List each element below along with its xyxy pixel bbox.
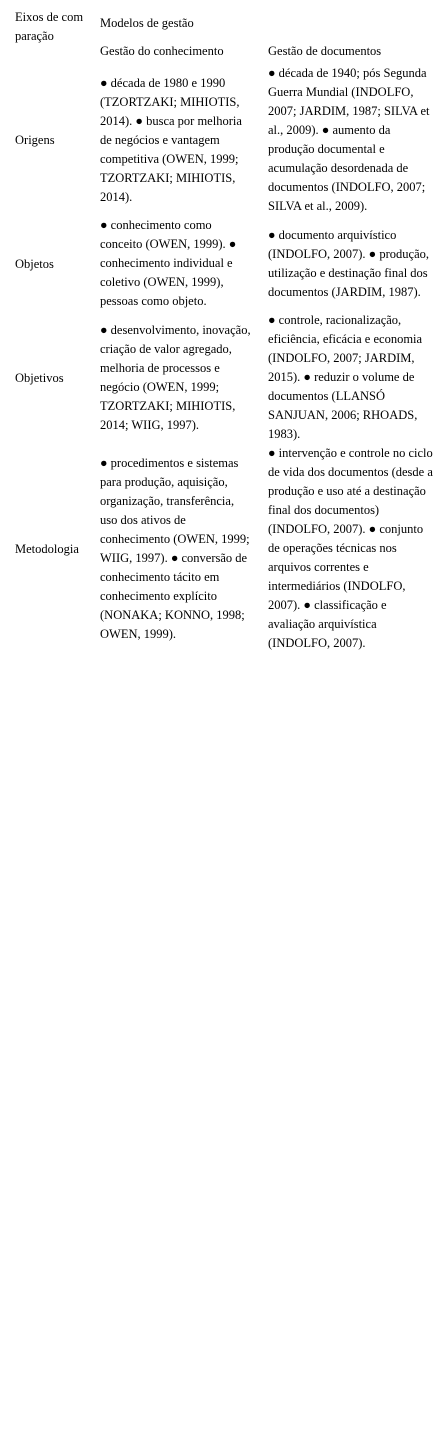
axis-column-header: Eixos de comparação [15,10,84,43]
knowledge-management-cell: ● conhecimento como conceito (OWEN, 1999). ● conhecimento individual e coletivo (OWEN, 1999), pessoas como objeto. [100,218,237,308]
knowledge-management-cell: ● procedimentos e sistemas para produção, aquisição, organização, transferência, uso dos ativos de conhecimento (OWEN, 1999; WIIG, 1997). ● conversão de conhecimento tácito em conhecimento explícito (NONAKA; KONNO, 1998; OWEN, 1999). [100,455,250,641]
knowledge-management-column-header: Gestão do conhecimento [100,43,224,58]
comparison-table-container [0,8,444,653]
table-row-objetivos [2,311,440,444]
models-group-header: Modelos de gestão [100,15,194,30]
table-row-origens [2,64,440,216]
table-row-objetos [2,216,440,311]
document-management-cell: ● documento arquivístico (INDOLFO, 2007). ● produção, utilização e destinação final dos documentos (JARDIM, 1987). [268,227,429,299]
row-label: Origens [15,133,55,147]
knowledge-management-cell: ● década de 1980 e 1990 (TZORTZAKI; MIHIOTIS, 2014). ● busca por melhoria de negócios e vantagem competitiva (OWEN, 1999; TZORTZAKI; MIHIOTIS, 2014). [100,75,242,204]
row-label: Objetos [15,256,54,271]
row-label: Objetivos [15,370,64,385]
comparison-table [2,8,440,653]
table-row-metodologia [2,444,440,653]
document-management-cell: ● intervenção e controle no ciclo de vida dos documentos (desde a produção e uso até a destinação final dos documentos) (INDOLFO, 2007). ● conjunto de operações técnicas nos arquivos correntes e intermediários (INDOLFO, 2007). ● classificação e avaliação arquivística (INDOLFO, 2007). [268,446,433,650]
page [0,8,444,1438]
document-management-column-header: Gestão de documentos [268,43,382,58]
header-row-group [2,8,440,38]
knowledge-management-cell: ● desenvolvimento, inovação, criação de valor agregado, melhoria de processos e negócio (OWEN, 1999; TZORTZAKI; MIHIOTIS, 2014; WIIG, 1997). [100,322,251,432]
document-management-cell: ● controle, racionalização, eficiência, eficácia e economia (INDOLFO, 2007; JARDIM, 2015). ● reduzir o volume de documentos (LLANSÓ SANJUAN, 2006; RHOADS, 1983). [268,313,423,441]
row-label: Metodologia [15,541,79,556]
document-management-cell: ● década de 1940; pós Segunda Guerra Mundial (INDOLFO, 2007; JARDIM, 1987; SILVA et al., 2009). ● aumento da produção documental e acumulação desordenada de documentos (INDOLFO, 2007; SILVA et al., 2009). [268,66,430,213]
